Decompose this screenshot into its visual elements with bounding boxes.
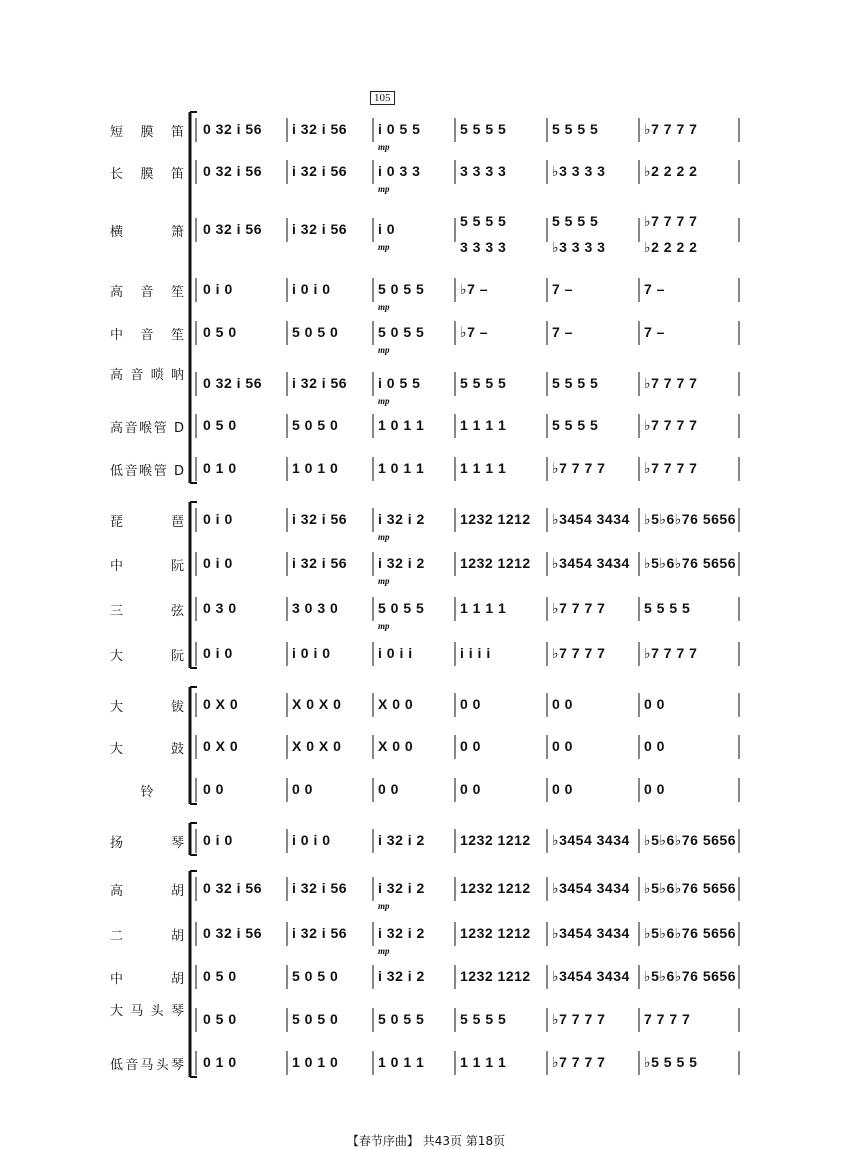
measure-notation: ♭7 7 7 7 <box>552 1011 606 1027</box>
measure-notation: 0 0 <box>378 781 399 797</box>
measure-notation: 0 i 0 <box>203 832 233 848</box>
measure-notation: 0 i 0 <box>203 281 233 297</box>
measure-notation: ♭5 5 5 5 <box>644 1054 698 1070</box>
measure-notation: i 0 5 5 <box>378 375 421 391</box>
measure-notation: ♭3454 3434 <box>552 968 630 984</box>
measure-notation: 1 1 1 1 <box>460 417 507 433</box>
measure-notation: 1 1 1 1 <box>460 460 507 476</box>
measure-notation: ♭3454 3434 <box>552 832 630 848</box>
notation-line: 5 5 5 5 <box>552 213 599 229</box>
measure-notation: 1232 1212 <box>460 832 531 848</box>
measure-notation: 0 5 0 <box>203 324 237 340</box>
measure-notation: 0 5 0 <box>203 1011 237 1027</box>
measure-notation: 7 – <box>644 281 665 297</box>
measure-notation: 1 0 1 0 <box>292 1054 339 1070</box>
measure-notation: ♭3454 3434 <box>552 880 630 896</box>
measure-notation: i 0 3 3 <box>378 163 421 179</box>
measure-notation: 1232 1212 <box>460 555 531 571</box>
instrument-name: 低音喉管 D <box>110 464 184 479</box>
instrument-name: 二 胡 <box>110 929 184 944</box>
measure-notation: i 32 i 56 <box>292 375 348 391</box>
instrument-name: 长 膜 笛 <box>110 167 184 182</box>
measure-notation: i 0 i 0 <box>292 281 331 297</box>
measure-notation: 0 i 0 <box>203 511 233 527</box>
measure-notation: 5 0 5 5 <box>378 1011 425 1027</box>
measure-notation: 0 i 0 <box>203 555 233 571</box>
measure-notation: ♭3454 3434 <box>552 925 630 941</box>
measure-notation: i 0 i i <box>378 645 413 661</box>
dynamic-marking: mp <box>378 242 390 252</box>
measure-notation: i 32 i 56 <box>292 555 348 571</box>
measure-notation: ♭3454 3434 <box>552 555 630 571</box>
measure-notation: i 32 i 2 <box>378 968 425 984</box>
measure-notation: 1232 1212 <box>460 968 531 984</box>
measure-notation: 0 0 <box>203 781 224 797</box>
instrument-name: 横 箫 <box>110 225 184 240</box>
measure-notation: i 0 i 0 <box>292 645 331 661</box>
measure-notation: i 0 5 5 <box>378 121 421 137</box>
measure-notation: 1 0 1 1 <box>378 1054 425 1070</box>
measure-notation: ♭7 7 7 7 <box>552 645 606 661</box>
measure-notation <box>552 208 605 260</box>
measure-notation: 3 3 3 3 <box>460 163 507 179</box>
measure-notation: ♭7 – <box>460 324 489 340</box>
measure-notation: i 32 i 56 <box>292 121 348 137</box>
measure-notation: 7 – <box>644 324 665 340</box>
instrument-name: 短 膜 笛 <box>110 125 184 140</box>
notation-line: 5 5 5 5 <box>460 213 507 229</box>
measure-notation: 0 0 <box>552 696 573 712</box>
notation-line: 3 3 3 3 <box>460 239 507 255</box>
measure-notation: 0 32 i 56 <box>203 925 262 941</box>
instrument-name: 大 钹 <box>110 700 184 715</box>
measure-notation: X 0 X 0 <box>292 738 342 754</box>
measure-notation: 1232 1212 <box>460 511 531 527</box>
dynamic-marking: mp <box>378 576 390 586</box>
measure-notation: 1232 1212 <box>460 880 531 896</box>
measure-notation: 0 1 0 <box>203 1054 237 1070</box>
measure-notation: 5 0 5 0 <box>292 417 339 433</box>
measure-notation: ♭5♭6♭76 5656 <box>644 511 736 527</box>
measure-notation: 5 5 5 5 <box>644 600 691 616</box>
measure-notation: 7 7 7 7 <box>644 1011 691 1027</box>
measure-notation: 0 i 0 <box>203 645 233 661</box>
instrument-name: 三 弦 <box>110 604 184 619</box>
instrument-name: 高 音 唢 呐 <box>110 368 184 383</box>
measure-notation: i 0 <box>378 221 396 237</box>
measure-notation: 5 5 5 5 <box>552 375 599 391</box>
measure-notation: 5 0 5 0 <box>292 1011 339 1027</box>
measure-notation: 0 0 <box>644 781 665 797</box>
measure-notation: i 32 i 2 <box>378 832 425 848</box>
measure-notation: ♭7 7 7 7 <box>552 600 606 616</box>
measure-notation: 0 32 i 56 <box>203 375 262 391</box>
measure-notation: 7 – <box>552 324 573 340</box>
measure-notation: 5 5 5 5 <box>460 375 507 391</box>
instrument-name: 低音马头琴 <box>110 1058 184 1073</box>
measure-notation: 5 5 5 5 <box>552 121 599 137</box>
instrument-name: 高 音 笙 <box>110 285 184 300</box>
dynamic-marking: mp <box>378 396 390 406</box>
measure-notation: 5 0 5 5 <box>378 281 425 297</box>
measure-notation: 0 32 i 56 <box>203 121 262 137</box>
measure-notation: ♭2 2 2 2 <box>644 163 698 179</box>
measure-notation: 1 0 1 0 <box>292 460 339 476</box>
dynamic-marking: mp <box>378 946 390 956</box>
measure-notation: ♭7 7 7 7 <box>644 645 698 661</box>
measure-notation: ♭5♭6♭76 5656 <box>644 555 736 571</box>
instrument-name: 扬 琴 <box>110 836 184 851</box>
measure-notation: 5 0 5 5 <box>378 600 425 616</box>
measure-notation: ♭7 7 7 7 <box>552 1054 606 1070</box>
measure-notation: 5 0 5 5 <box>378 324 425 340</box>
measure-notation: 1 1 1 1 <box>460 1054 507 1070</box>
measure-notation: i 32 i 56 <box>292 880 348 896</box>
measure-notation: 0 32 i 56 <box>203 163 262 179</box>
instrument-name: 高 胡 <box>110 884 184 899</box>
measure-notation: ♭7 7 7 7 <box>644 121 698 137</box>
instrument-name: 高音喉管 D <box>110 421 184 436</box>
measure-notation: 0 5 0 <box>203 417 237 433</box>
instrument-name: 中 胡 <box>110 972 184 987</box>
measure-notation: 0 0 <box>644 738 665 754</box>
measure-notation: 0 32 i 56 <box>203 880 262 896</box>
measure-notation: 5 5 5 5 <box>460 121 507 137</box>
page-footer: 【春节序曲】 共43页 第18页 <box>346 1134 506 1148</box>
measure-notation: i 32 i 2 <box>378 880 425 896</box>
measure-notation: ♭7 7 7 7 <box>644 460 698 476</box>
dynamic-marking: mp <box>378 621 390 631</box>
measure-notation: ♭5♭6♭76 5656 <box>644 925 736 941</box>
measure-notation: 1 1 1 1 <box>460 600 507 616</box>
measure-notation <box>644 208 697 260</box>
measure-notation: 1 0 1 1 <box>378 417 425 433</box>
instrument-name: 铃 <box>140 785 154 800</box>
measure-notation: i 32 i 56 <box>292 925 348 941</box>
measure-notation: ♭5♭6♭76 5656 <box>644 968 736 984</box>
instrument-name: 大 鼓 <box>110 742 184 757</box>
dynamic-marking: mp <box>378 302 390 312</box>
measure-notation: 5 0 5 0 <box>292 968 339 984</box>
measure-notation: i 32 i 2 <box>378 511 425 527</box>
instrument-name: 大 马 头 琴 <box>110 1004 184 1019</box>
measure-notation: 0 32 i 56 <box>203 221 262 237</box>
measure-notation: 1 0 1 1 <box>378 460 425 476</box>
measure-notation: 3 0 3 0 <box>292 600 339 616</box>
measure-notation: 0 5 0 <box>203 968 237 984</box>
measure-notation: i 32 i 56 <box>292 511 348 527</box>
measure-notation: 5 5 5 5 <box>460 1011 507 1027</box>
measure-notation: ♭7 7 7 7 <box>644 417 698 433</box>
dynamic-marking: mp <box>378 901 390 911</box>
measure-notation: ♭5♭6♭76 5656 <box>644 880 736 896</box>
measure-notation: 5 5 5 5 <box>552 417 599 433</box>
measure-notation: 0 0 <box>460 781 481 797</box>
measure-notation: X 0 X 0 <box>292 696 342 712</box>
dynamic-marking: mp <box>378 142 390 152</box>
instrument-name: 大 阮 <box>110 649 184 664</box>
measure-notation: 0 1 0 <box>203 460 237 476</box>
measure-notation: X 0 0 <box>378 738 414 754</box>
measure-notation: 0 X 0 <box>203 696 239 712</box>
rehearsal-mark: 105 <box>370 91 395 105</box>
notation-line: ♭7 7 7 7 <box>644 213 698 229</box>
dynamic-marking: mp <box>378 532 390 542</box>
dynamic-marking: mp <box>378 345 390 355</box>
measure-notation: ♭7 7 7 7 <box>644 375 698 391</box>
measure-notation: 0 0 <box>644 696 665 712</box>
instrument-name: 琵 琶 <box>110 515 184 530</box>
measure-notation: i i i i <box>460 645 491 661</box>
instrument-name: 中 阮 <box>110 559 184 574</box>
measure-notation: 0 0 <box>460 738 481 754</box>
measure-notation: i 32 i 2 <box>378 555 425 571</box>
measure-notation: 1232 1212 <box>460 925 531 941</box>
measure-notation: 0 0 <box>292 781 313 797</box>
measure-notation: i 32 i 2 <box>378 925 425 941</box>
measure-notation: i 32 i 56 <box>292 221 348 237</box>
measure-notation: ♭3454 3434 <box>552 511 630 527</box>
instrument-name: 中 音 笙 <box>110 328 184 343</box>
measure-notation: 0 0 <box>460 696 481 712</box>
measure-notation: 7 – <box>552 281 573 297</box>
measure-notation: i 0 i 0 <box>292 832 331 848</box>
measure-notation: X 0 0 <box>378 696 414 712</box>
measure-notation: ♭7 7 7 7 <box>552 460 606 476</box>
measure-notation <box>460 208 506 260</box>
dynamic-marking: mp <box>378 184 390 194</box>
notation-line: ♭2 2 2 2 <box>644 239 698 255</box>
measure-notation: 0 0 <box>552 781 573 797</box>
measure-notation: 5 0 5 0 <box>292 324 339 340</box>
measure-notation: ♭7 – <box>460 281 489 297</box>
measure-notation: i 32 i 56 <box>292 163 348 179</box>
measure-notation: ♭3 3 3 3 <box>552 163 606 179</box>
measure-notation: 0 3 0 <box>203 600 237 616</box>
notation-line: ♭3 3 3 3 <box>552 239 606 255</box>
measure-notation: 0 X 0 <box>203 738 239 754</box>
measure-notation: 0 0 <box>552 738 573 754</box>
measure-notation: ♭5♭6♭76 5656 <box>644 832 736 848</box>
